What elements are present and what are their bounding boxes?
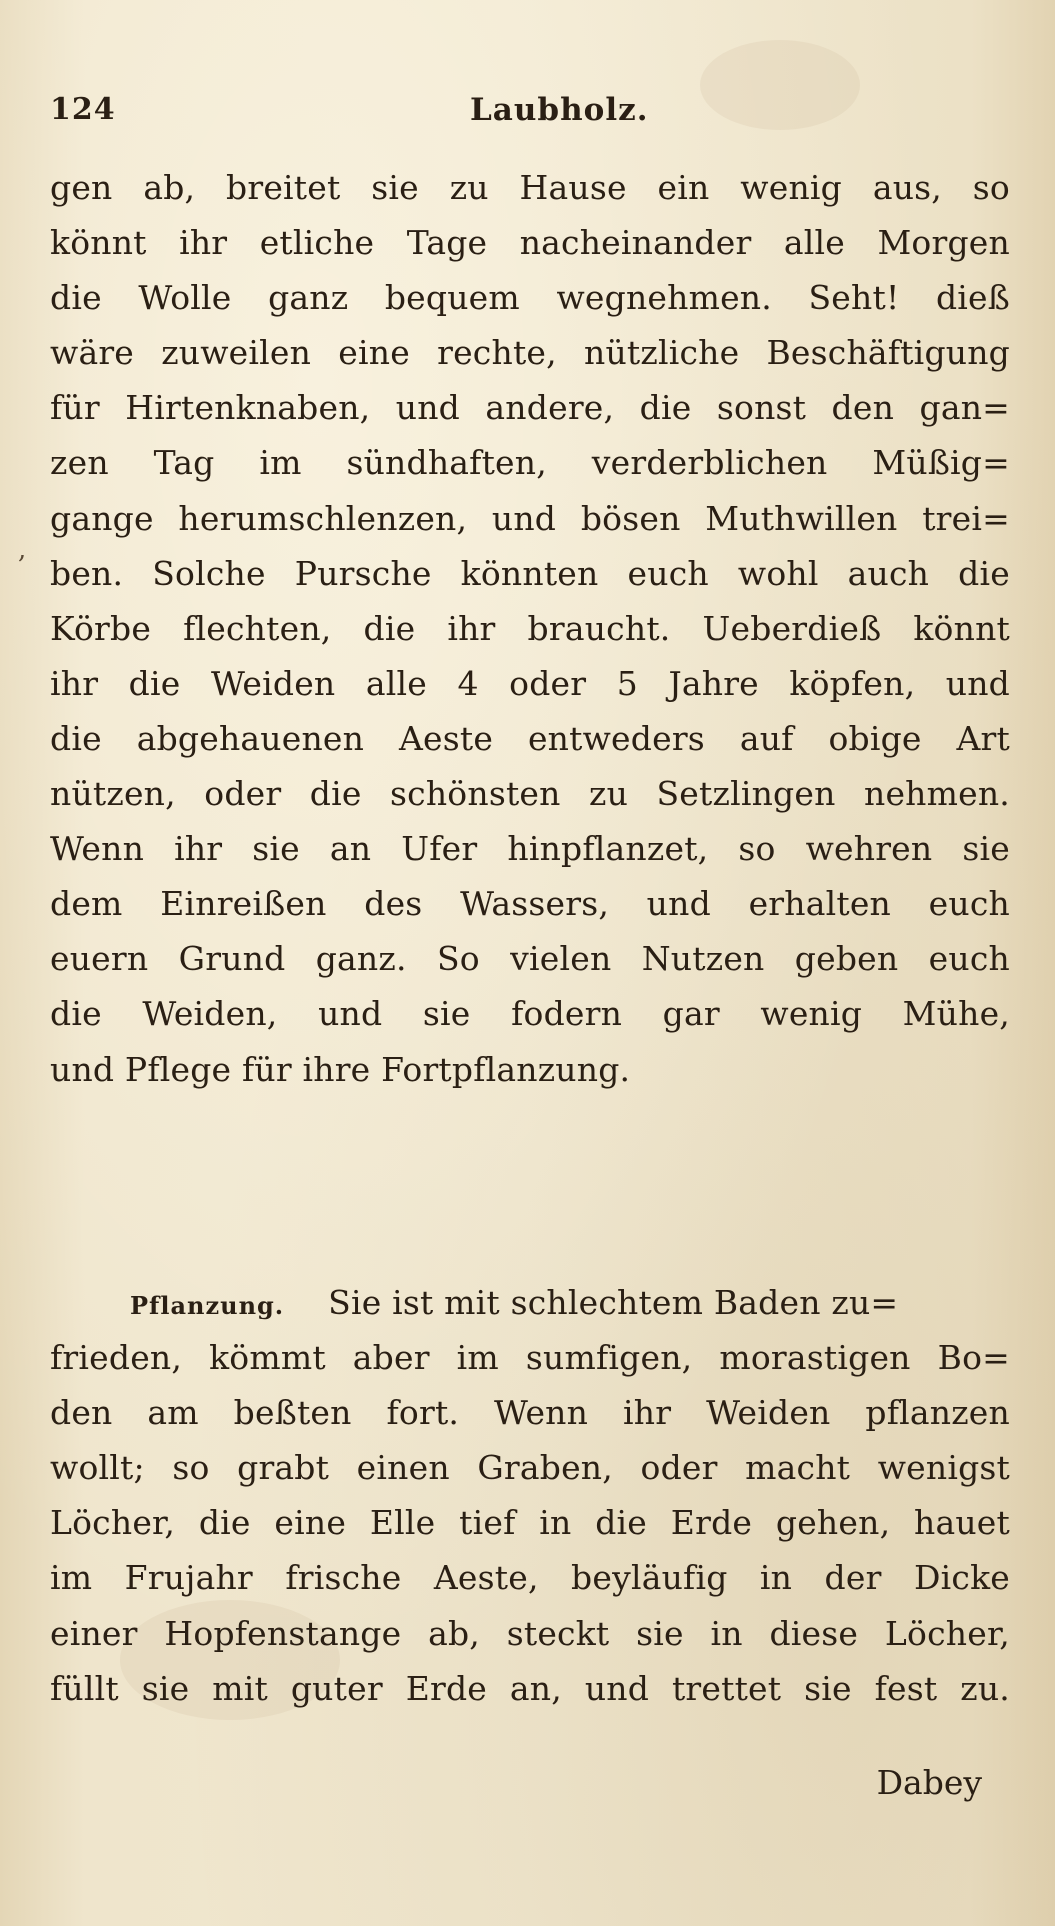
main-paragraph	[50, 160, 1010, 1097]
page-header	[50, 92, 970, 132]
text-line: die Weiden, und sie fodern gar wenig Mühe,	[50, 994, 1010, 1034]
section-first-line	[50, 1275, 1010, 1330]
text-line: die Wolle ganz bequem wegnehmen. Seht! dieß	[50, 278, 1010, 318]
page-number: 124	[50, 92, 116, 127]
pflanzung-section	[50, 1275, 1010, 1716]
text-line: gange herumschlenzen, und bösen Muthwillen trei=	[50, 498, 1010, 538]
text-line: und Pflege für ihre Fortpflanzung.	[50, 1049, 631, 1089]
catchword: Dabey	[876, 1763, 982, 1802]
text-line: Wenn ihr sie an Ufer hinpflanzet, so wehren sie	[50, 829, 1010, 869]
text-line: einer Hopfenstange ab, steckt sie in diese Löcher,	[50, 1613, 1010, 1653]
text-line: ihr die Weiden alle 4 oder 5 Jahre köpfen, und	[50, 663, 1010, 703]
catchword-line	[50, 1755, 1010, 1810]
text-line: Körbe flechten, die ihr braucht. Ueberdieß könnt	[50, 608, 1010, 648]
text-line: füllt sie mit guter Erde an, und trettet sie fest zu.	[50, 1668, 1010, 1708]
text-line: zen Tag im sündhaften, verderblichen Müßig=	[50, 443, 1010, 483]
text-line: euern Grund ganz. So vielen Nutzen geben euch	[50, 939, 1010, 979]
text-line-fragment: Sie ist mit schlechtem Baden zu=	[328, 1283, 899, 1322]
text-line: Löcher, die eine Elle tief in die Erde gehen, hauet	[50, 1503, 1010, 1543]
text-line: gen ab, breitet sie zu Hause ein wenig aus, so	[50, 168, 1010, 207]
text-line: nützen, oder die schönsten zu Setzlingen nehmen.	[50, 774, 1010, 814]
text-line: für Hirtenknaben, und andere, die sonst den gan=	[50, 388, 1010, 428]
margin-mark: ,	[18, 535, 27, 565]
text-line: wäre zuweilen eine rechte, nützliche Beschäftigung	[50, 333, 1010, 373]
text-line: die abgehauenen Aeste entweders auf obige Art	[50, 718, 1010, 758]
running-head: Laubholz.	[470, 92, 649, 128]
section-sidenote: Pflanzung.	[130, 1291, 285, 1320]
text-line: im Frujahr frische Aeste, beyläufig in der Dicke	[50, 1558, 1010, 1598]
text-line: frieden, kömmt aber im sumfigen, morastigen Bo=	[50, 1338, 1010, 1378]
text-line: dem Einreißen des Wassers, und erhalten euch	[50, 884, 1010, 924]
text-line: den am beßten fort. Wenn ihr Weiden pflanzen	[50, 1393, 1010, 1433]
text-line: könnt ihr etliche Tage nacheinander alle Morgen	[50, 223, 1010, 263]
text-line: ben. Solche Pursche könnten euch wohl auch die	[50, 553, 1010, 593]
text-line: wollt; so grabt einen Graben, oder macht wenigst	[50, 1448, 1010, 1488]
